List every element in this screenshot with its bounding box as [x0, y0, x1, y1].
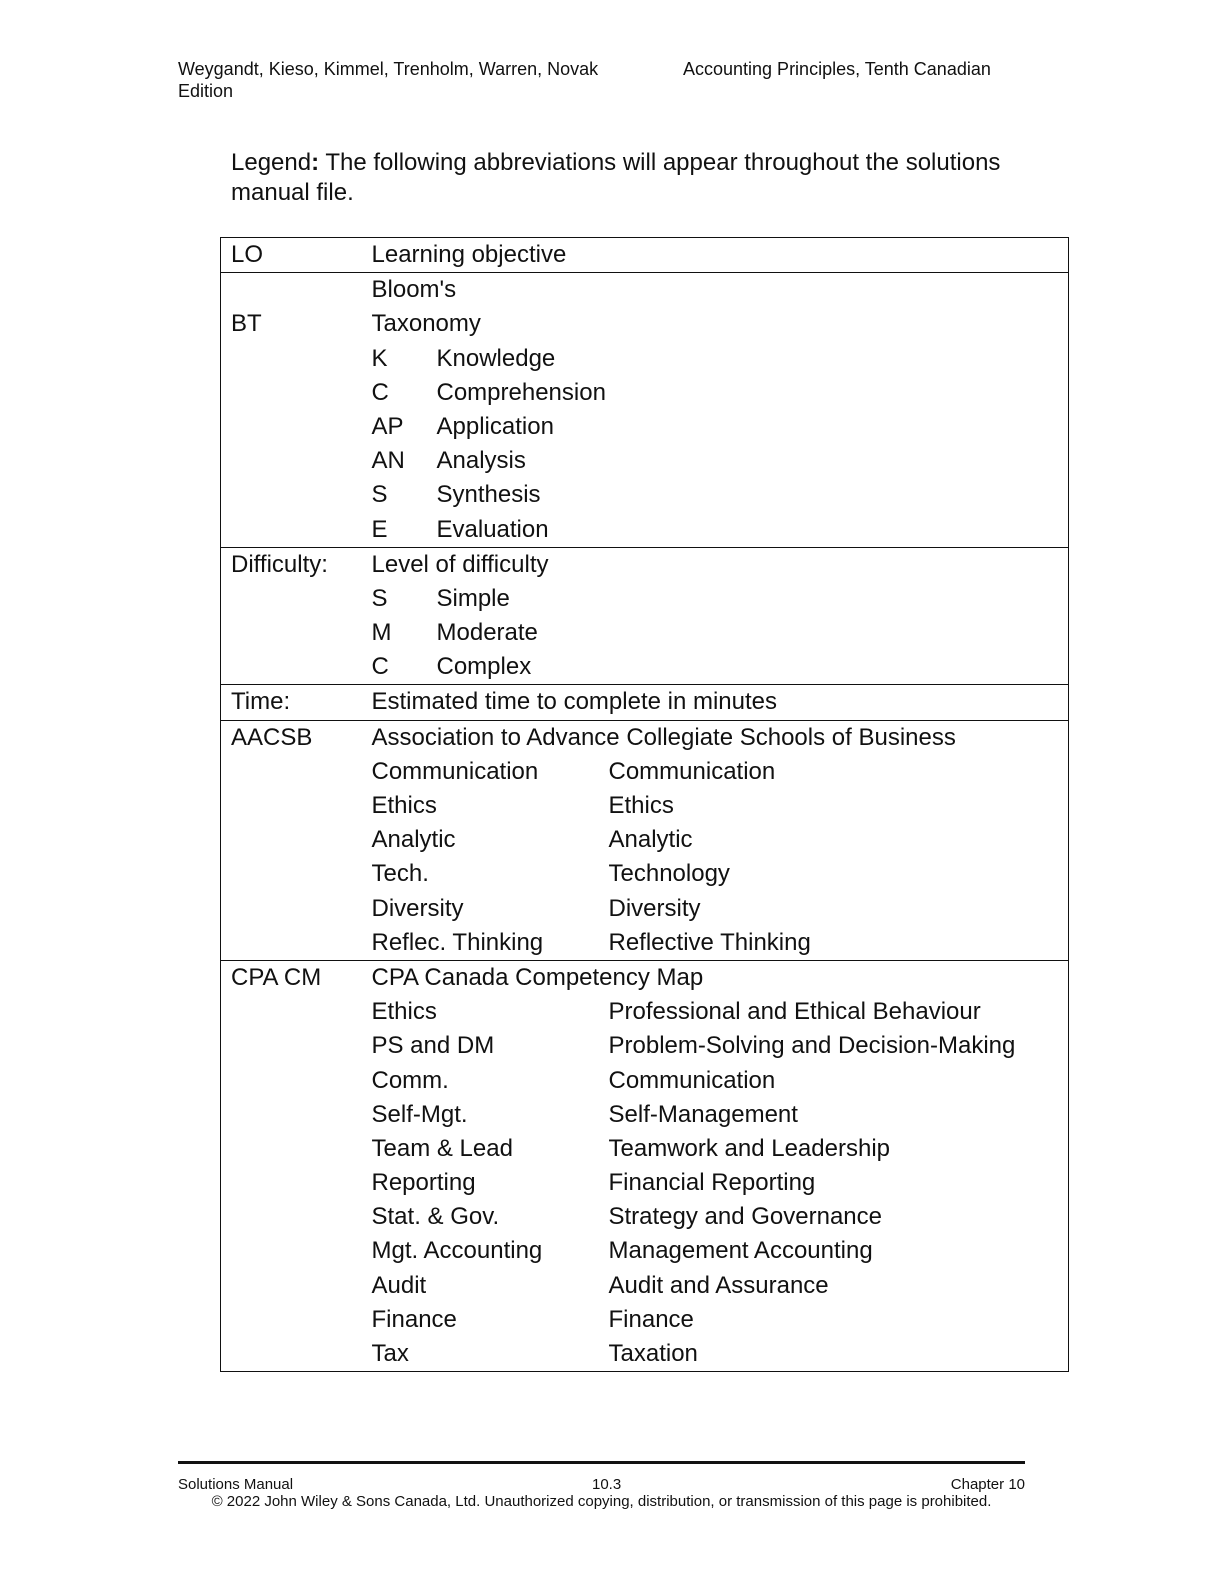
- definition-cell: [372, 685, 1069, 720]
- list-item: Stat. & Gov. Strategy and Governance: [371, 1203, 883, 1231]
- header-edition: Edition: [178, 81, 234, 101]
- definition-cell: [372, 960, 1069, 1371]
- term-cell: [221, 547, 372, 685]
- table-row-aacsb: [221, 720, 1069, 960]
- header-book-title: Accounting Principles, Tenth Canadian: [683, 59, 991, 79]
- term-aacsb: AACSB: [231, 723, 313, 751]
- list-item: C Comprehension: [371, 378, 606, 406]
- term-time: Time:: [231, 688, 291, 716]
- list-item: S Synthesis: [371, 481, 541, 509]
- table-row-lo: [221, 238, 1069, 273]
- legend-intro: [231, 148, 1071, 208]
- list-item: K Knowledge: [371, 344, 556, 372]
- abbreviations-table: [220, 237, 1069, 1372]
- list-item: Ethics Professional and Ethical Behaviour: [371, 998, 981, 1026]
- header-authors: Weygandt, Kieso, Kimmel, Trenholm, Warren, Novak: [178, 59, 599, 79]
- list-item: Self-Mgt. Self-Management: [371, 1100, 798, 1128]
- term-difficulty: Difficulty:: [231, 550, 328, 578]
- footer-copyright: © 2022 John Wiley & Sons Canada, Ltd. Unauthorized copying, distribution, or transmission of this page is prohibited.: [211, 1493, 992, 1510]
- table-row-difficulty: [221, 547, 1069, 685]
- term-bt: BT: [231, 310, 262, 338]
- footer-page-number: 10.3: [592, 1476, 622, 1493]
- list-item: AN Analysis: [371, 447, 526, 475]
- definition-cell: [372, 547, 1069, 685]
- table-row-time: [221, 685, 1069, 720]
- term-cell: [221, 273, 372, 548]
- list-item: Audit Audit and Assurance: [371, 1271, 829, 1299]
- legend-label: Legend: [231, 149, 312, 176]
- term-cpa: CPA CM: [231, 963, 322, 991]
- definition-cell: [372, 273, 1069, 548]
- def-bt-line2: Taxonomy: [371, 310, 481, 338]
- list-item: Tech. Technology: [371, 860, 730, 888]
- def-lo: Learning objective: [371, 241, 567, 268]
- list-item: AP Application: [371, 412, 554, 440]
- definition-cell: [372, 238, 1069, 273]
- page-header: [178, 58, 1038, 102]
- term-cell: [221, 238, 372, 273]
- table-row-cpa: [221, 960, 1069, 1371]
- term-cell: [221, 685, 372, 720]
- list-item: S Simple: [371, 584, 510, 612]
- term-cell: [221, 960, 372, 1371]
- legend-text: The following abbreviations will appear throughout the solutions manual file.: [231, 149, 1001, 206]
- list-item: M Moderate: [371, 619, 538, 647]
- list-item: PS and DM Problem-Solving and Decision-Making: [371, 1032, 1016, 1060]
- footer-divider: [178, 1461, 1025, 1464]
- list-item: C Complex: [371, 653, 532, 681]
- list-item: Comm. Communication: [371, 1066, 776, 1094]
- list-item: Mgt. Accounting Management Accounting: [371, 1237, 873, 1265]
- def-difficulty: Level of difficulty: [371, 550, 549, 578]
- def-bt-line1: Bloom's: [371, 276, 457, 304]
- list-item: Finance Finance: [371, 1305, 694, 1333]
- list-item: Analytic Analytic: [371, 826, 693, 854]
- footer-chapter: Chapter 10: [950, 1476, 1025, 1493]
- list-item: E Evaluation: [371, 515, 549, 543]
- def-cpa: CPA Canada Competency Map: [371, 963, 704, 991]
- def-aacsb: Association to Advance Collegiate Schools of Business: [371, 723, 956, 751]
- list-item: Tax Taxation: [371, 1340, 698, 1367]
- footer-manual: Solutions Manual: [178, 1476, 294, 1493]
- def-time: Estimated time to complete in minutes: [371, 688, 778, 716]
- list-item: Ethics Ethics: [371, 792, 674, 819]
- list-item: Reflec. Thinking Reflective Thinking: [371, 928, 811, 956]
- list-item: Communication Communication: [371, 757, 776, 785]
- list-item: Diversity Diversity: [371, 894, 701, 922]
- term-lo: LO: [231, 241, 264, 268]
- definition-cell: [372, 720, 1069, 960]
- list-item: Reporting Financial Reporting: [371, 1169, 816, 1197]
- list-item: Team & Lead Teamwork and Leadership: [371, 1134, 890, 1162]
- term-cell: [221, 720, 372, 960]
- legend-colon: :: [311, 149, 320, 176]
- table-row-bt: [221, 273, 1069, 548]
